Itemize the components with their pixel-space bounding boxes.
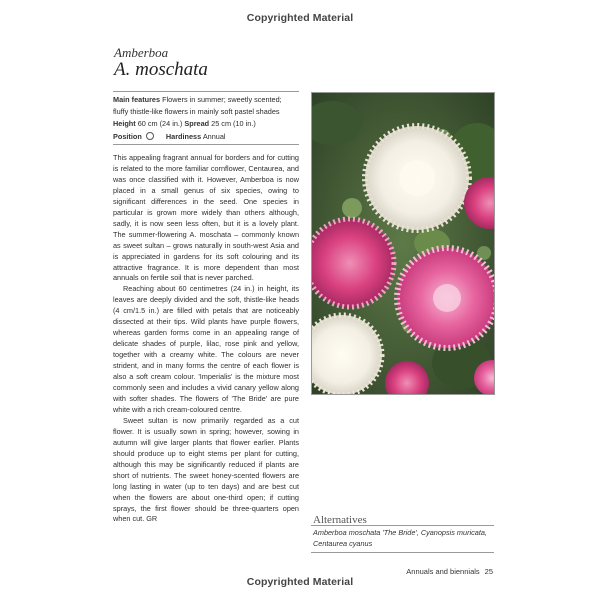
main-features-box: [113, 91, 299, 145]
alternatives-list: Amberboa moschata 'The Bride', Cyanopsis muricata, Centaurea cyanus: [313, 528, 487, 548]
main-features-text-1: Flowers in summer; sweetly scented;: [162, 95, 282, 104]
body-paragraph-3: Sweet sultan is now primarily regarded as a cut flower. It is usually sown in spring; however, sowing in autumn will give larger plants that flower earlier. Plants should produce up to eight stems per plant for cutting, although this may be significantly reduced if plants are short of nutrients. The sweet honey-scented flowers are long lasting in water (up to ten days) and are best cut when the flowers are about one-third open; if cutting sprays, the first flower should be three-quarters open when cut. GR: [113, 415, 299, 524]
partial-sun-icon: [146, 132, 154, 140]
size-row: [113, 118, 299, 130]
hardiness-value: Annual: [202, 131, 226, 141]
height-value: 60 cm (24 in.): [137, 119, 183, 129]
alternatives-rule-bottom: [311, 552, 494, 553]
hardiness-label: Hardiness: [165, 131, 202, 141]
body-paragraph-2: Reaching about 60 centimetres (24 in.) in height, its leaves are deeply divided and the soft, thistle-like heads (4 cm/1.5 in.) are filled with petals that are noticeably dissected at their tips. Wild plants have purple flowers, whereas garden forms come in an appealing range of delicate shades of purple, lilac, rose pink and yellow, together with a creamy white. The colours are never strident, and in many forms the centre of each flower is also a soft cream colour. 'Imperialis' is the mixture most commonly seen and includes a vivid canary yellow along with softer shades. The flowers of 'The Bride' are pure white with a rich cream-coloured centre.: [113, 284, 299, 414]
article-body: [113, 153, 299, 525]
body-paragraph-1: This appealing fragrant annual for borders and for cutting is related to the more familiar cornflower, Centaurea, and was once classified with it. However, Amberboa is now placed in a small genus of six species, owing to significant differences in the seed. One species in particular is grown more widely than others although, sadly, it is now seen less often, but it is a lovely plant. The summer-flowering A. moschata – commonly known as sweet sultan – grows naturally in south-west Asia and is appreciated in gardens for its soft colouring and its attractive fragrance. It is more dependent than most annuals on fertile soil that is never parched.: [113, 153, 299, 283]
position-label: Position: [113, 131, 142, 141]
copyright-notice-top: Copyrighted Material: [246, 12, 354, 24]
page-footer: [380, 567, 493, 576]
footer-section: Annuals and biennials: [406, 567, 480, 576]
copyright-notice-bottom: Copyrighted Material: [246, 576, 354, 588]
spread-value: 25 cm (10 in.): [211, 119, 256, 129]
main-features-label: Main features: [113, 95, 161, 104]
position-row: [113, 131, 299, 143]
spread-label: Spread: [184, 119, 210, 129]
page-number: 25: [484, 567, 493, 576]
alternatives-heading: Alternatives: [313, 514, 367, 526]
main-features-row-2: [113, 106, 299, 118]
sweet-sultan-illustration: [312, 93, 494, 394]
height-label: Height: [113, 119, 136, 129]
alternatives-rule: [311, 525, 494, 526]
flower-photo: [311, 92, 495, 395]
genus-name: Amberboa: [114, 45, 169, 60]
main-features-row: [113, 94, 299, 106]
main-features-text-2: fluffy thistle-like flowers in mainly soft pastel shades: [113, 107, 280, 117]
species-title: A. moschata: [114, 59, 208, 80]
